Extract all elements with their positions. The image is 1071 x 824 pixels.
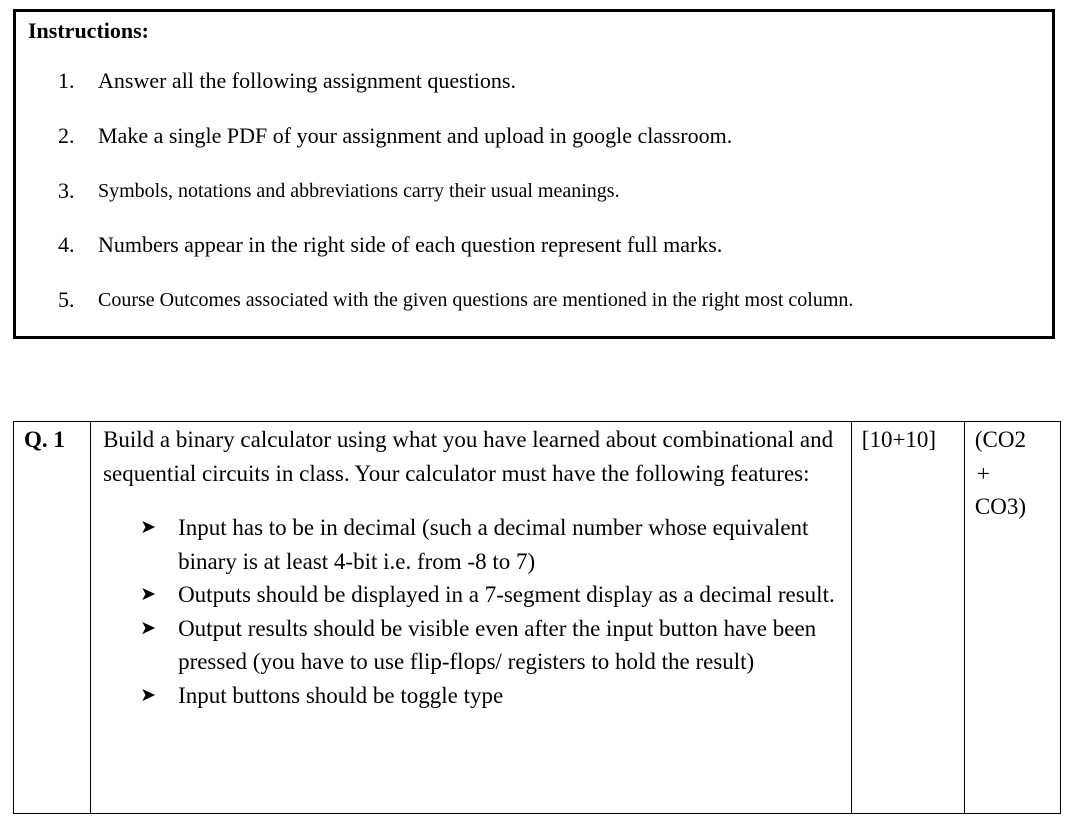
instruction-text: Symbols, notations and abbreviations carry their usual meanings. <box>98 180 620 202</box>
course-outcome-plus: + <box>976 460 990 486</box>
question-table <box>13 421 1061 814</box>
feature-text: Outputs should be displayed in a 7-segment display as a decimal result. <box>178 582 835 607</box>
arrowhead-bullet-icon: ➤ <box>140 616 156 639</box>
course-outcome-line: (CO2 <box>974 427 1026 452</box>
course-outcome-cell <box>964 422 1060 814</box>
list-item <box>103 578 851 612</box>
arrowhead-bullet-icon: ➤ <box>140 516 156 538</box>
list-item <box>103 679 851 713</box>
feature-text: Output results should be visible even after the input button have been pressed (you have to use flip-flops/ registers to hold the result) <box>178 615 817 674</box>
table-row <box>14 422 1061 814</box>
instruction-text: Numbers appear in the right side of each question represent full marks. <box>98 232 723 257</box>
course-outcome-line: CO3) <box>974 494 1026 519</box>
instruction-number: 3. <box>58 178 75 203</box>
marks-cell: [10+10] <box>851 422 964 814</box>
instruction-number: 2. <box>58 123 75 148</box>
instruction-number: 4. <box>58 232 75 257</box>
feature-text: Input buttons should be toggle type <box>178 682 504 708</box>
question-intro: Build a binary calculator using what you have learned about combinational and sequential circuits in class. Your calculator must have the following features: <box>103 427 834 486</box>
list-item <box>103 612 851 679</box>
list-item <box>103 511 851 578</box>
instruction-number: 1. <box>58 68 75 93</box>
instruction-number: 5. <box>58 287 75 312</box>
question-number: Q. 1 <box>14 422 91 814</box>
arrowhead-bullet-icon: ➤ <box>140 583 156 605</box>
feature-list <box>103 511 851 712</box>
instruction-text: Course Outcomes associated with the given questions are mentioned in the right most column. <box>98 289 854 311</box>
instructions-box <box>13 9 1055 339</box>
arrowhead-bullet-icon: ➤ <box>140 683 156 706</box>
instruction-text: Make a single PDF of your assignment and upload in google classroom. <box>98 123 733 148</box>
question-body <box>91 422 852 814</box>
instructions-title: Instructions: <box>28 18 150 43</box>
instruction-text: Answer all the following assignment questions. <box>98 68 516 93</box>
feature-text: Input has to be in decimal (such a decimal number whose equivalent binary is at least 4-bit i.e. from -8 to 7) <box>178 515 809 574</box>
